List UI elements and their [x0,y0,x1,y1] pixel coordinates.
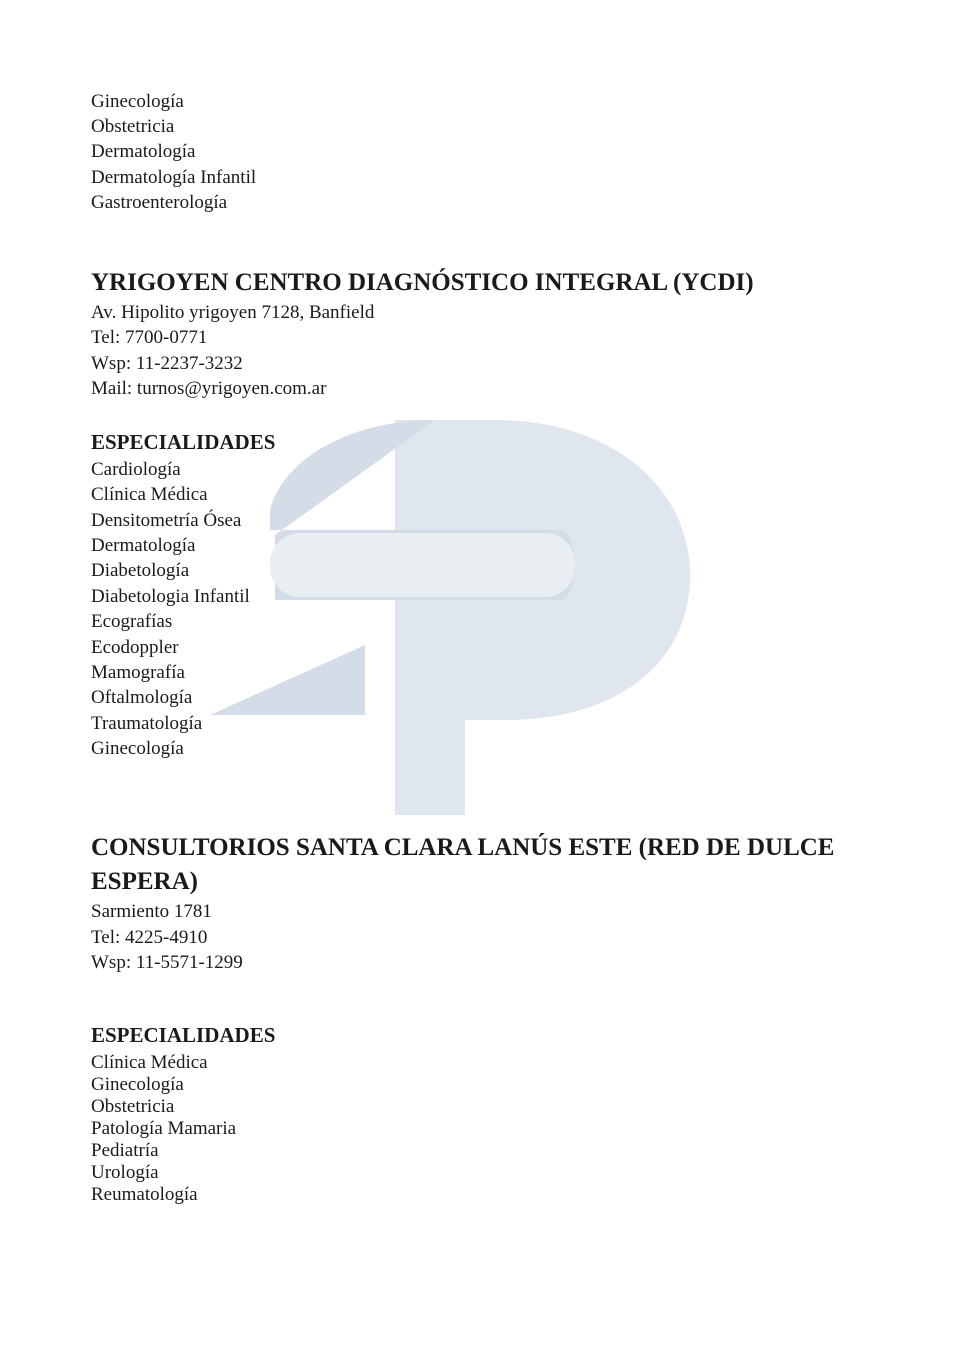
list-item: Cardiología [91,459,181,480]
list-item: Obstetricia [91,116,175,137]
list-item: Diabetologia Infantil [91,586,250,607]
list-item: Obstetricia [91,1096,175,1117]
list-item: Ecodoppler [91,637,179,658]
specialties-heading: ESPECIALIDADES [91,430,276,454]
whatsapp-line: Wsp: 11-5571-1299 [91,952,243,973]
address-line: Av. Hipolito yrigoyen 7128, Banfield [91,302,375,323]
list-item: Ginecología [91,1074,184,1095]
list-item: Dermatología [91,535,196,556]
address-line: Sarmiento 1781 [91,901,212,922]
list-item: Urología [91,1162,159,1183]
whatsapp-line: Wsp: 11-2237-3232 [91,353,243,374]
list-item: Dermatología Infantil [91,167,257,188]
section-title-ycdi: YRIGOYEN CENTRO DIAGNÓSTICO INTEGRAL (YCDI) [91,269,754,296]
list-item: Ecografías [91,611,173,632]
phone-line: Tel: 7700-0771 [91,327,208,348]
section-title-santa-clara-cont: ESPERA) [91,868,198,895]
phone-line: Tel: 4225-4910 [91,927,208,948]
list-item: Mamografía [91,662,185,683]
list-item: Traumatología [91,713,203,734]
list-item: Ginecología [91,91,184,112]
sp-logo-watermark-icon [205,415,695,815]
section-title-santa-clara: CONSULTORIOS SANTA CLARA LANÚS ESTE (RED DE DULCE [91,834,835,861]
list-item: Patología Mamaria [91,1118,237,1139]
specialties-heading: ESPECIALIDADES [91,1023,276,1047]
list-item: Ginecología [91,738,184,759]
list-item: Clínica Médica [91,1052,208,1073]
list-item: Clínica Médica [91,484,208,505]
list-item: Densitometría Ósea [91,510,242,531]
list-item: Pediatría [91,1140,159,1161]
list-item: Diabetología [91,560,190,581]
list-item: Oftalmología [91,687,193,708]
list-item: Reumatología [91,1184,198,1205]
list-item: Dermatología [91,141,196,162]
list-item: Gastroenterología [91,192,228,213]
mail-line: Mail: turnos@yrigoyen.com.ar [91,378,327,399]
